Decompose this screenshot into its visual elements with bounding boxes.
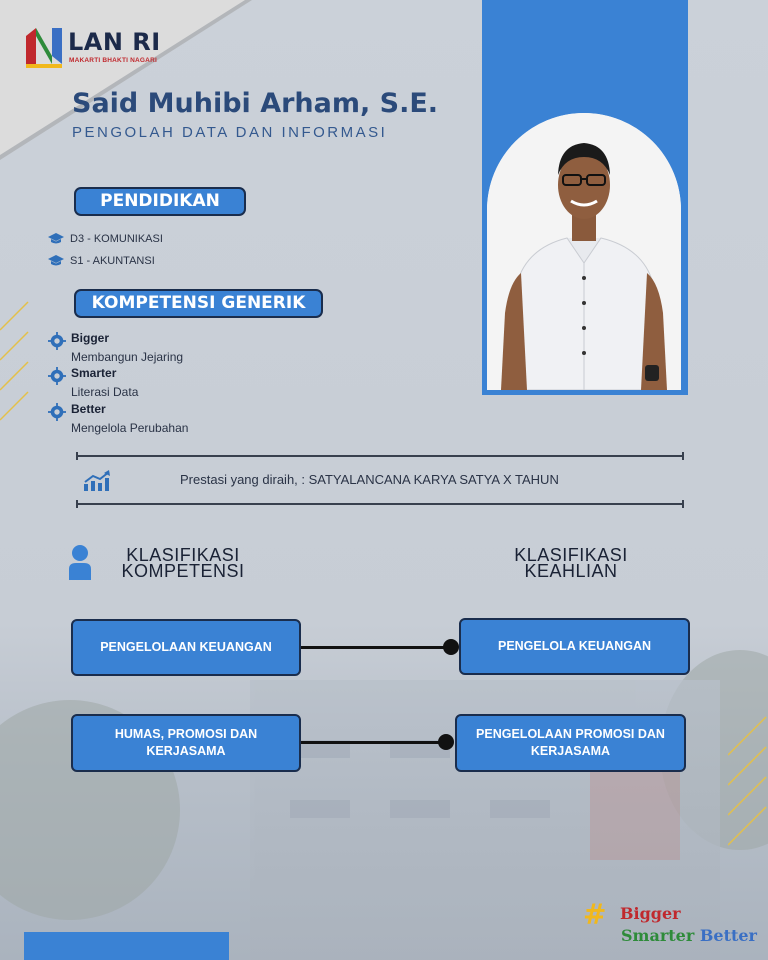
connector-dot — [443, 639, 459, 655]
heading-line: KLASIFIKASI — [514, 545, 628, 565]
connector-line — [301, 646, 451, 649]
heading-line: KLASIFIKASI — [126, 545, 240, 565]
heading-line: KOMPETENSI — [121, 561, 245, 581]
klasifikasi-keahlian-heading — [500, 547, 642, 579]
kompetensi-box: HUMAS, PROMOSI DAN KERJASAMA — [71, 714, 301, 772]
tagline-bigger: Bigger — [620, 904, 681, 923]
decorative-stripes-right — [728, 715, 768, 865]
kompetensi-item — [48, 366, 138, 399]
education-item — [48, 233, 163, 245]
tagline-better: Better — [699, 926, 757, 945]
education-label: S1 - AKUNTANSI — [70, 255, 155, 267]
tagline-smarter: Smarter — [621, 926, 695, 945]
divider-bottom — [76, 503, 684, 505]
divider-top — [76, 455, 684, 457]
connector-dot — [438, 734, 454, 750]
education-item — [48, 255, 155, 267]
kompetensi-title: Bigger — [71, 331, 110, 345]
connector-line — [301, 741, 446, 744]
keahlian-box: PENGELOLA KEUANGAN — [459, 618, 690, 675]
prestasi-text: Prestasi yang diraih, : SATYALANCANA KARYA SATYA X TAHUN — [180, 472, 559, 487]
profile-position: PENGOLAH DATA DAN INFORMASI — [72, 124, 388, 141]
bottom-accent-bar — [24, 932, 229, 960]
kompetensi-title: Better — [71, 402, 106, 416]
tagline-smarter-better — [621, 926, 757, 945]
keahlian-box: PENGELOLAAN PROMOSI DAN KERJASAMA — [455, 714, 686, 772]
profile-name: Said Muhibi Arham, S.E. — [72, 88, 439, 119]
lan-logo-mark-icon — [22, 22, 66, 70]
logo-text: LAN RI — [68, 28, 161, 56]
education-label: D3 - KOMUNIKASI — [70, 233, 163, 245]
pendidikan-heading: PENDIDIKAN — [74, 187, 246, 216]
heading-line: KEAHLIAN — [524, 561, 618, 581]
kompetensi-desc: Literasi Data — [71, 385, 139, 399]
hashtag-symbol: # — [583, 898, 607, 931]
profile-photo — [487, 113, 681, 390]
person-icon — [68, 544, 92, 580]
klasifikasi-kompetensi-heading — [112, 547, 254, 579]
gear-icon — [48, 367, 66, 385]
kompetensi-item — [48, 402, 188, 435]
graduation-cap-icon — [48, 255, 64, 267]
kompetensi-title: Smarter — [71, 366, 117, 380]
kompetensi-item — [48, 331, 183, 364]
kompetensi-desc: Mengelola Perubahan — [71, 421, 189, 435]
gear-icon — [48, 403, 66, 421]
kompetensi-generik-heading: KOMPETENSI GENERIK — [74, 289, 323, 318]
graduation-cap-icon — [48, 233, 64, 245]
logo-subtitle: MAKARTI BHAKTI NAGARI — [69, 57, 157, 64]
person-photo-illustration — [487, 113, 681, 390]
gear-icon — [48, 332, 66, 350]
lan-ri-logo — [22, 22, 182, 74]
kompetensi-box: PENGELOLAAN KEUANGAN — [71, 619, 301, 676]
decorative-stripes-left — [0, 300, 30, 440]
growth-chart-icon — [83, 470, 111, 492]
kompetensi-desc: Membangun Jejaring — [71, 350, 184, 364]
